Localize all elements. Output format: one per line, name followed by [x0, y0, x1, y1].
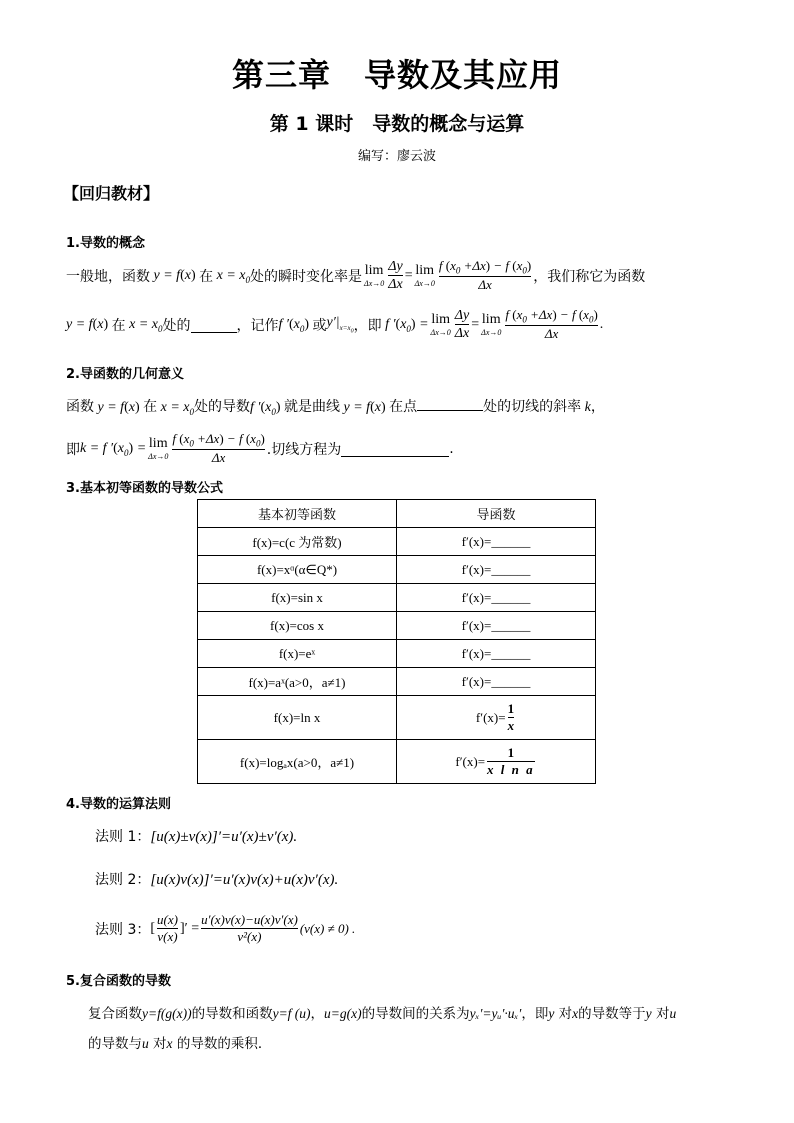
s2-line1-d: 就是曲线	[284, 399, 341, 415]
s1-line2-or: 或	[312, 318, 327, 334]
s5-line1	[88, 1002, 676, 1022]
fraction	[508, 702, 515, 734]
s2-line1-c: 处的导数	[194, 399, 250, 415]
s5-text: 对	[148, 1036, 167, 1052]
math-var: u	[142, 1036, 149, 1051]
table-cell[interactable]: f′(x)=______	[397, 528, 596, 556]
lim-symbol: lim Δx→0	[414, 263, 435, 288]
lim-symbol: lim Δx→0	[430, 312, 451, 337]
math-fprime-x0: f $'(x_0)$	[278, 316, 310, 334]
cell-prefix: f′(x)=	[455, 753, 486, 769]
s1-line1-text: 一般地，函数	[66, 269, 150, 285]
math-inner: u=g(x)	[324, 1006, 362, 1021]
table-row	[198, 612, 596, 640]
table-header: 导函数	[397, 500, 596, 528]
s5-text: 的导数和函数	[191, 1006, 273, 1022]
rule-formula: [u(x)±v(x)]′=u′(x)±v′(x).	[150, 829, 298, 845]
table-cell: f(x)=xᵅ(α∈Q*)	[198, 556, 397, 584]
math-x0: $x = x_0$	[125, 316, 163, 334]
table-cell: f(x)=eˣ	[198, 640, 397, 668]
table-row	[198, 584, 596, 612]
lim-symbol: lim Δx→0	[481, 312, 502, 337]
table-cell[interactable]: f′(x)=______	[397, 584, 596, 612]
numerator: 1	[507, 700, 515, 716]
table-cell: f(x)=sin x	[198, 584, 397, 612]
denominator: x l n a	[487, 761, 535, 777]
s5-text: 对	[651, 1006, 670, 1022]
s1-line2-ie: ，即	[353, 318, 382, 334]
s1-line2-mid: 在	[111, 318, 126, 334]
table-cell[interactable]: f′(x)=______	[397, 668, 596, 696]
s5-text: ，	[310, 1006, 325, 1022]
s1-line1-end: ，我们称它为函数	[533, 269, 646, 285]
math-outer: y=f (u)	[272, 1006, 311, 1021]
math-fn: y = f(x)	[150, 268, 196, 283]
table-cell	[397, 696, 596, 740]
math-k-equals: k = f $'(x_0)$ =	[80, 440, 147, 458]
s1-line2-note: ，记作	[236, 318, 279, 334]
math-x0: $x = x_0$	[157, 400, 194, 417]
rule-condition: (v(x) ≠ 0) .	[299, 921, 356, 936]
s3-title: 3.基本初等函数的导数公式	[66, 481, 223, 496]
math-var: x	[166, 1036, 173, 1051]
s5-text: 的导数等于	[578, 1006, 646, 1022]
s1-line1-at: 处的瞬时变化率是	[250, 269, 362, 285]
s1-line2-at: 处的	[162, 318, 191, 334]
author: 编写：廖云波	[357, 149, 436, 164]
s2-line1-e: 在点	[389, 399, 418, 415]
fraction-quotient-rule: $\frac{u'(x)v(x)-u(x)v'(x)}{\text{v²(x)}}$	[201, 912, 298, 944]
s5-text: 的导数间的关系为	[361, 1006, 470, 1022]
fraction-dy-dx: $\frac{\Delta y}{\Delta x}$	[388, 258, 403, 292]
rule-formula: [u(x)v(x)]′=u′(x)v(x)+u(x)v′(x).	[150, 872, 339, 888]
s5-title: 5.复合函数的导数	[66, 974, 171, 989]
table-cell[interactable]: f′(x)=______	[397, 640, 596, 668]
s1-line1: 一般地，函数 y = f(x) 在 $x = x_0$ 处的瞬时变化率是 lim Δx→0 $\frac{\Delta y}{\Delta x}$ = lim Δx→0 $\frac{f (x_0 +\Delta x) - f (x_0)}{\Delta x}$ ，我们称它为函数	[66, 258, 646, 292]
math-var: y	[645, 1006, 652, 1021]
s5-text: ，即	[521, 1006, 549, 1022]
fraction-dy-dx: $\frac{\Delta y}{\Delta x}$	[454, 307, 470, 341]
table-row	[198, 740, 596, 784]
math-composite: y=f(g(x))	[142, 1006, 192, 1021]
table-cell	[397, 740, 596, 784]
fraction-difference-quotient: $\frac{f (x_0 +\Delta x) - f (x_0)}{\Delta x}$	[505, 307, 598, 341]
s2-line1-f: 处的切线的斜率	[483, 399, 582, 415]
table-cell: f(x)=c(c 为常数)	[198, 528, 397, 556]
s5-text: 的导数的乘积．	[172, 1036, 272, 1052]
s2-line2: 即 k = f $'(x_0)$ = lim Δx→0 $\frac{f (x_0 +\Delta x) - f (x_0)}{\Delta x}$ .切线方程为 .	[66, 431, 454, 465]
s5-text: 对	[554, 1006, 573, 1022]
table-cell: f(x)=aˣ(a>0，a≠1)	[198, 668, 397, 696]
math-fn: y = f(x)	[340, 400, 386, 415]
math-var: u	[669, 1006, 677, 1021]
math-fn: y = f(x)	[66, 317, 109, 332]
lesson-title: 第 1 课时 导数的概念与运算	[269, 113, 525, 135]
table-header: 基本初等函数	[198, 500, 397, 528]
math-yprime-at: $y'|_{x=x_0}$	[326, 315, 354, 335]
s1-line2: y = f(x) 在 $x = x_0$ 处的 ，记作 f $'(x_0)$ 或 $y'|_{x=x_0}$ ，即 f $'(x_0)$ = lim Δx→0 $\frac{\Delta y}{\Delta x}$ = lim Δx→0 $\frac{f (x_0 +\Delta x) - f (x_0)}{\Delta x}$ .	[66, 307, 604, 341]
math-x0: $x = x_0$	[213, 267, 250, 285]
s5-line2	[88, 1032, 271, 1052]
table-row	[198, 556, 596, 584]
table-row	[198, 696, 596, 740]
s2-title: 2.导函数的几何意义	[66, 367, 184, 382]
s1-title: 1.导数的概念	[66, 236, 145, 251]
s2-line2-b: .切线方程为	[266, 442, 342, 458]
s2-line1-b: 在	[143, 399, 158, 415]
fraction-difference-quotient: $\frac{f (x_0 +\Delta x) - f (x_0)}{\Delta x}$	[438, 258, 532, 292]
table-row	[198, 668, 596, 696]
fill-blank[interactable]	[341, 442, 449, 457]
numerator: 1	[507, 744, 515, 760]
math-fn: y = f(x)	[94, 400, 140, 415]
math-var: y	[548, 1006, 555, 1021]
s2-line1: 函数 y = f(x) 在 $x = x_0$处的导数f $'(x_0)$ 就是曲线 y = f(x) 在点 处的切线的斜率 k，	[66, 396, 605, 417]
math-chain-rule: yₓ′=yᵤ′·uₓ′	[469, 1006, 522, 1021]
math-fprime-x0: f $'(x_0)$	[250, 400, 281, 417]
table-row	[198, 640, 596, 668]
denominator: x	[507, 717, 515, 733]
fraction	[487, 746, 535, 778]
table-cell[interactable]: f′(x)=______	[397, 556, 596, 584]
rule-1	[95, 826, 297, 846]
math-fprime-x0: f $'(x_0)$ =	[381, 316, 429, 334]
derivative-table	[197, 499, 596, 784]
rule-label: 法则 1：	[95, 829, 151, 845]
table-cell: f(x)=ln x	[198, 696, 397, 740]
s1-line1-mid: 在	[199, 269, 214, 285]
s5-text: 复合函数	[88, 1006, 142, 1022]
table-cell: f(x)=cos x	[198, 612, 397, 640]
rule-label: 法则 2：	[95, 872, 151, 888]
fraction-difference-quotient: $\frac{f (x_0 +\Delta x) - f (x_0)}{\Delta x}$	[172, 431, 265, 465]
math-var: x	[572, 1006, 579, 1021]
fill-blank[interactable]	[191, 318, 237, 333]
s2-line2-a: 即	[66, 442, 80, 458]
section-header: 【回归教材】	[63, 184, 160, 203]
cell-prefix: f′(x)=	[475, 709, 506, 725]
rule-3: 法则 3： [ $\frac{u(x)}{v(x)}$ ]′ = $\frac{u'(x)v(x)-u(x)v'(x)}{\text{v²(x)}}$ (v(x) ≠ 0) .	[95, 912, 356, 944]
chapter-title: 第三章 导数及其应用	[231, 56, 562, 94]
s2-line1-a: 函数	[66, 399, 94, 415]
table-cell[interactable]: f′(x)=______	[397, 612, 596, 640]
rule-label: 法则 3：	[95, 922, 151, 938]
table-cell: f(x)=logₐx(a>0，a≠1)	[198, 740, 397, 784]
s5-text: 的导数与	[88, 1036, 142, 1052]
lim-symbol: lim Δx→0	[148, 436, 169, 461]
lim-symbol: lim Δx→0	[364, 263, 385, 288]
table-row	[198, 528, 596, 556]
rule-2	[95, 869, 338, 889]
fill-blank[interactable]	[417, 396, 483, 411]
s4-title: 4.导数的运算法则	[66, 797, 171, 812]
fraction-u-over-v: $\frac{u(x)}{v(x)}$	[157, 912, 178, 944]
